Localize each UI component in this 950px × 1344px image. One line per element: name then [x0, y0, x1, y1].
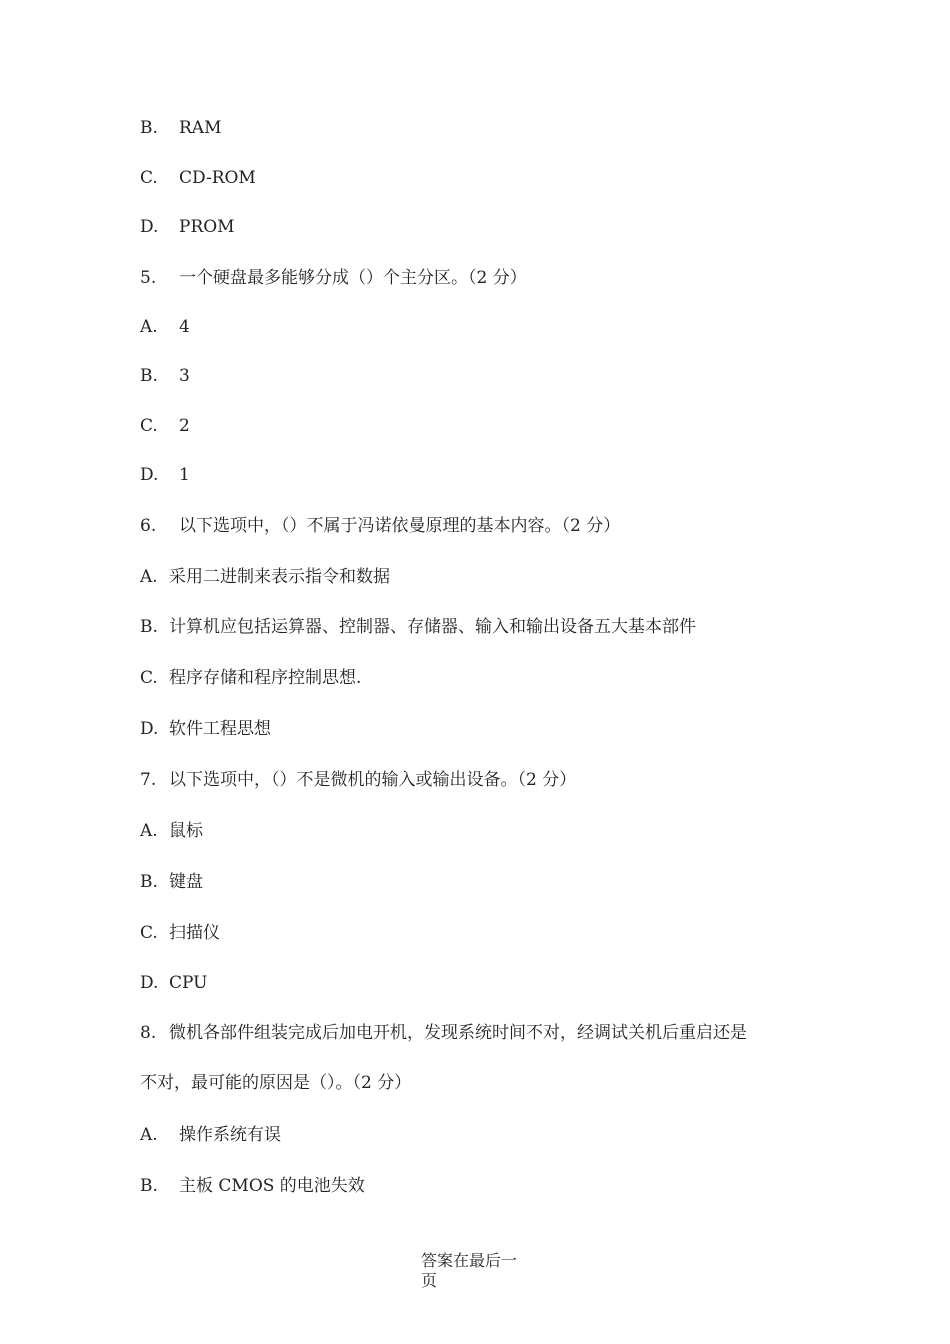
line-label: C.: [140, 168, 158, 188]
line-label: C.: [140, 416, 158, 436]
line-text: 计算机应包括运算器、控制器、存储器、输入和输出设备五大基本部件: [169, 617, 696, 637]
document-line: [140, 769, 576, 791]
document-line: [140, 117, 221, 139]
line-label: 5.: [140, 268, 157, 288]
document-line: [140, 1022, 747, 1044]
document-line: [140, 515, 620, 537]
line-text: CPU: [169, 973, 208, 993]
line-text: 3: [179, 366, 190, 386]
line-label: B.: [140, 118, 158, 138]
line-text: 主板 CMOS 的电池失效: [179, 1176, 365, 1196]
footer-line-2: 页: [421, 1271, 438, 1290]
line-text: RAM: [179, 118, 222, 138]
line-label: A.: [140, 317, 158, 337]
line-text: 键盘: [169, 872, 203, 892]
document-line: [140, 1072, 411, 1094]
document-line: [140, 1175, 365, 1197]
document-line: [140, 718, 271, 740]
line-text: 以下选项中，（）不是微机的输入或输出设备。（2 分）: [169, 770, 577, 790]
document-line: [140, 616, 696, 638]
line-label: D.: [140, 719, 159, 739]
document-line: [140, 922, 220, 944]
line-text: 微机各部件组装完成后加电开机，发现系统时间不对，经调试关机后重启还是: [169, 1023, 747, 1043]
line-label: 8.: [140, 1023, 157, 1043]
document-line: [140, 365, 190, 387]
document-line: [140, 415, 190, 437]
document-line: [140, 1124, 281, 1146]
line-label: C.: [140, 923, 158, 943]
line-label: B.: [140, 872, 158, 892]
line-label: D.: [140, 217, 159, 237]
document-line: [140, 167, 256, 189]
document-line: [140, 667, 361, 689]
line-text: 2: [179, 416, 190, 436]
line-text: 1: [179, 465, 190, 485]
document-line: [140, 464, 190, 486]
document-line: [140, 216, 235, 238]
document-line: [140, 972, 207, 994]
line-label: A.: [140, 567, 158, 587]
line-text: PROM: [179, 217, 235, 237]
line-text: 不对，最可能的原因是（）。（2 分）: [140, 1073, 412, 1093]
line-text: CD-ROM: [179, 168, 256, 188]
line-label: B.: [140, 366, 158, 386]
line-label: B.: [140, 617, 158, 637]
footer-line-1: 答案在最后一: [421, 1251, 518, 1270]
page-footer: [421, 1251, 531, 1291]
document-line: [140, 267, 527, 289]
line-text: 一个硬盘最多能够分成（）个主分区。（2 分）: [179, 268, 527, 288]
line-label: D.: [140, 973, 159, 993]
line-label: A.: [140, 1125, 158, 1145]
line-text: 程序存储和程序控制思想.: [169, 668, 362, 688]
line-label: 7.: [140, 770, 157, 790]
line-label: B.: [140, 1176, 158, 1196]
document-line: [140, 820, 203, 842]
line-label: D.: [140, 465, 159, 485]
line-label: A.: [140, 821, 158, 841]
line-text: 以下选项中，（）不属于冯诺依曼原理的基本内容。（2 分）: [179, 516, 621, 536]
line-text: 操作系统有误: [179, 1125, 281, 1145]
line-label: C.: [140, 668, 158, 688]
line-text: 鼠标: [169, 821, 203, 841]
line-label: 6.: [140, 516, 157, 536]
document-line: [140, 871, 203, 893]
document-line: [140, 316, 190, 338]
document-line: [140, 566, 390, 588]
line-text: 4: [179, 317, 190, 337]
line-text: 软件工程思想: [169, 719, 271, 739]
line-text: 扫描仪: [169, 923, 220, 943]
line-text: 采用二进制来表示指令和数据: [169, 567, 390, 587]
